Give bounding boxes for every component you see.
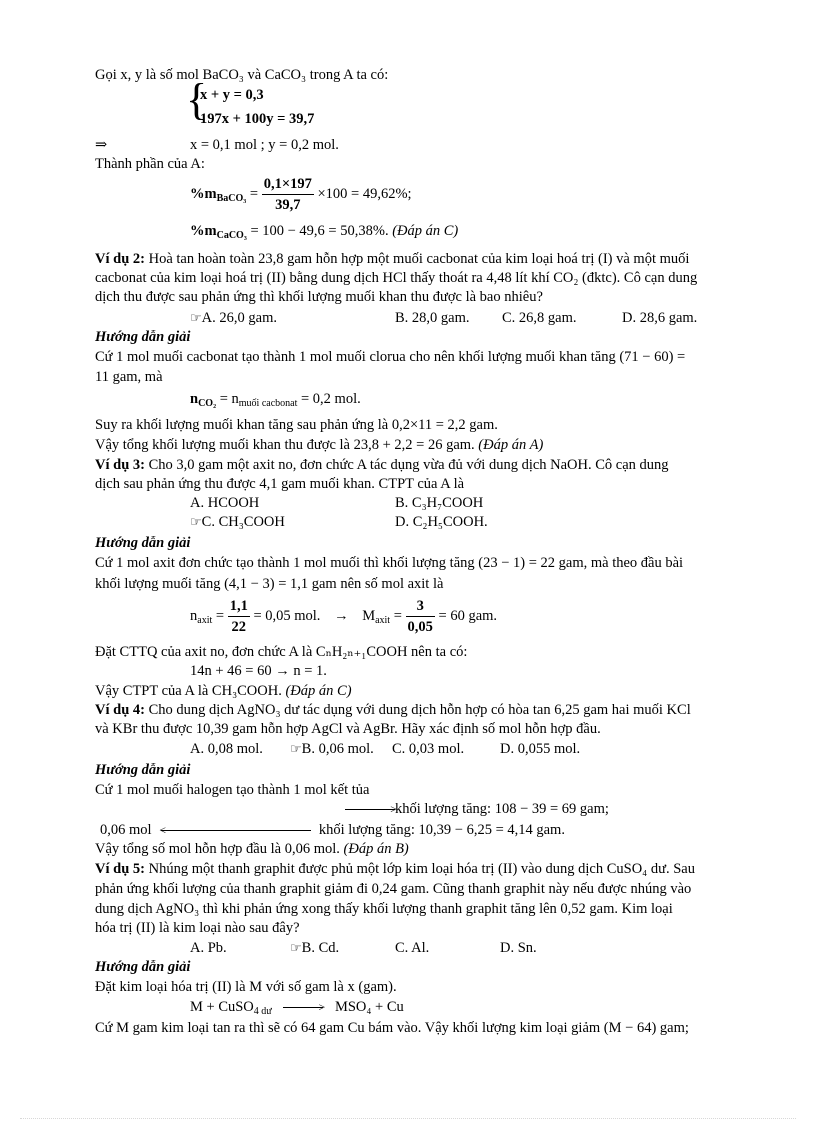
option-c: C. 0,03 mol. — [392, 741, 465, 757]
fraction-numerator: 0,1×197 — [262, 174, 314, 195]
example-5-line — [95, 860, 695, 878]
example-label: Ví dụ 2: — [95, 251, 145, 267]
text-line: phản ứng khối lượng của thanh graphit giảm đi 0,24 gam. Cũng thanh graphit này nếu được nhúng vào — [95, 881, 692, 897]
formula-rhs: = 0,05 mol. — [253, 607, 321, 624]
implies-symbol: ⇒ — [95, 137, 108, 153]
option-a — [190, 309, 277, 328]
formula-lhs: M — [362, 607, 376, 624]
formula-rhs: = 0,2 mol. — [297, 391, 361, 407]
text-line — [95, 436, 543, 454]
hand-pointer-icon: ☞ — [190, 515, 202, 530]
text-line: Cứ 1 mol muối cacbonat tạo thành 1 mol muối clorua cho nên khối lượng muối khan tăng (71 − 60) = — [95, 349, 686, 365]
text-line: Cứ M gam kim loại tan ra thì sẽ có 64 gam Cu bám vào. Vậy khối lượng kim loại giảm (M − 64) gam; — [95, 1020, 689, 1036]
equation: 197x + 100y = 39,7 — [200, 111, 315, 127]
solution-heading: Hướng dẫn giải — [95, 959, 191, 975]
option-b — [290, 939, 339, 958]
text-line — [95, 840, 409, 858]
text-line: dịch sau phản ứng thu được 4,1 gam muối khan. CTPT của A là — [95, 476, 465, 492]
option-a: A. 0,08 mol. — [190, 741, 263, 757]
option-b: B. 28,0 gam. — [395, 310, 470, 326]
text: khối lượng tăng: 10,39 − 6,25 = 4,14 gam. — [318, 822, 565, 838]
hand-pointer-icon: ☞ — [290, 742, 302, 757]
formula-sub: BaCO₃ — [216, 192, 247, 204]
solution-heading: Hướng dẫn giải — [95, 329, 191, 345]
formula-lhs: n — [190, 391, 199, 407]
answer-note: (Đáp án C) — [285, 683, 352, 699]
formula-baco3: $\%m_{BaCO_3}$ = $\frac{0,1\times 197}{39,7}$ ×100 = 49,62%; — [190, 176, 412, 213]
text-line: dịch thu được sau phản ứng thì khối lượng muối khan thu được là bao nhiêu? — [95, 289, 543, 305]
text-line: Cứ 1 mol muối halogen tạo thành 1 mol kết tủa — [95, 782, 370, 798]
text: M + CuSO — [190, 999, 254, 1015]
text-line: x = 0,1 mol ; y = 0,2 mol. — [190, 137, 339, 153]
text-line: cacbonat của kim loại hoá trị (II) bằng dung dịch HCl thấy thoát ra 4,48 lít khí CO₂ (đktc). Cô cạn dung — [95, 270, 698, 286]
formula-sub: muối cacbonat — [238, 398, 298, 409]
option-text: B. 0,06 mol. — [301, 741, 374, 757]
text-line — [100, 821, 565, 839]
formula-lhs: n — [190, 607, 198, 624]
solution-heading: Hướng dẫn giải — [95, 762, 191, 778]
answer-note: (Đáp án C) — [392, 223, 459, 239]
formula-rhs: ×100 = 49,62%; — [317, 185, 412, 202]
option-c — [190, 513, 285, 532]
formula-sub: axit — [375, 614, 391, 626]
text-line: và KBr thu được 10,39 gam hỗn hợp AgCl và AgBr. Hãy xác định số mol hỗn hợp đầu. — [95, 721, 601, 737]
formula-sub: CO₂ — [198, 398, 217, 409]
example-label: Ví dụ 5: — [95, 861, 145, 877]
text: Vậy tổng số mol hỗn hợp đầu là 0,06 mol. — [95, 841, 344, 857]
text: khối lượng tăng: 108 − 39 = 69 gam; — [395, 801, 609, 817]
option-d: D. C₂H₅COOH. — [395, 514, 488, 530]
text-line: Đặt kim loại hóa trị (II) là M với số gam là x (gam). — [95, 979, 397, 995]
hand-pointer-icon: ☞ — [290, 941, 302, 956]
text: Vậy tổng khối lượng muối khan thu được là 23,8 + 2,2 = 26 gam. — [95, 437, 479, 453]
text: Nhúng một thanh graphit được phủ một lớp kim loại hóa trị (II) vào dung dịch CuSO₄ dư. Sau — [144, 861, 695, 877]
text-line: Cứ 1 mol axit đơn chức tạo thành 1 mol muối thì khối lượng tăng (23 − 1) = 22 gam, mà theo đầu bài — [95, 555, 684, 571]
text: 0,06 mol — [100, 822, 152, 838]
answer-note: (Đáp án A) — [478, 437, 544, 453]
formula-naxit: $n_{axit}$ = $\frac{1,1}{22}$ = 0,05 mol. → $M_{axit}$ = $\frac{3}{0,05}$ = 60 gam. — [190, 598, 498, 635]
solution-heading: Hướng dẫn giải — [95, 535, 191, 551]
example-label: Ví dụ 4: — [95, 702, 145, 718]
text: Cho 3,0 gam một axit no, đơn chức A tác dụng vừa đủ với dung dịch NaOH. Cô cạn dung — [144, 457, 669, 473]
fraction-denominator: 22 — [231, 619, 246, 635]
example-4-line — [95, 701, 691, 719]
text-line: khối lượng muối tăng (4,1 − 3) = 1,1 gam nên số mol axit là — [95, 576, 444, 592]
text-line: Gọi x, y là số mol BaCO₃ và CaCO₃ trong A ta có: — [95, 67, 389, 83]
formula-sub: 4 dư — [253, 1006, 272, 1017]
text: Cho dung dịch AgNO₃ dư tác dụng với dung dịch hỗn hợp có hòa tan 6,25 gam hai muối KCl — [144, 702, 691, 718]
arrow-icon: → — [334, 607, 349, 624]
brace: { — [186, 75, 208, 124]
text-line: Suy ra khối lượng muối khan tăng sau phản ứng là 0,2×11 = 2,2 gam. — [95, 417, 498, 433]
option-d: D. 28,6 gam. — [622, 310, 698, 326]
example-label: Ví dụ 3: — [95, 457, 145, 473]
option-d: D. Sn. — [500, 940, 537, 956]
reaction-equation — [190, 998, 404, 1021]
equation: x + y = 0,3 — [200, 87, 264, 103]
option-b: B. C₃H₇COOH — [395, 495, 484, 511]
text-line: Đặt CTTQ của axit no, đơn chức A là CₙH₂ₙ₊₁COOH nên ta có: — [95, 644, 468, 660]
right-arrow-icon: > — [345, 805, 395, 815]
hand-pointer-icon: ☞ — [190, 311, 202, 326]
option-text: B. Cd. — [301, 940, 340, 956]
left-arrow-icon: < — [161, 826, 311, 836]
formula-eq: = n — [216, 391, 239, 407]
option-c: C. Al. — [395, 940, 430, 956]
option-b — [290, 740, 374, 759]
option-c: C. 26,8 gam. — [502, 310, 577, 326]
text-line: dung dịch AgNO₃ thì khi phản ứng xong thấy khối lượng thanh graphit tăng lên 0,52 gam. Kim loại — [95, 901, 673, 917]
right-arrow-icon: > — [283, 1003, 323, 1013]
option-text: C. CH₃COOH — [201, 514, 285, 530]
page-divider — [20, 1118, 796, 1119]
text: MSO₄ + Cu — [334, 999, 404, 1015]
fraction-denominator: 0,05 — [407, 619, 433, 635]
fraction — [228, 596, 250, 637]
fraction — [262, 174, 314, 215]
fraction — [406, 596, 435, 637]
answer-note: (Đáp án B) — [343, 841, 409, 857]
formula-lhs: %m — [190, 223, 217, 239]
fraction-numerator: 3 — [406, 596, 435, 617]
text-line — [345, 800, 609, 818]
text-line: 11 gam, mà — [95, 369, 163, 385]
text-line — [95, 682, 352, 700]
fraction-numerator: 1,1 — [228, 596, 250, 617]
text: Hoà tan hoàn toàn 23,8 gam hỗn hợp một muối cacbonat của kim loại hoá trị (I) và một muối — [144, 251, 690, 267]
text-line: hóa trị (II) là kim loại nào sau đây? — [95, 920, 300, 936]
formula-sub: axit — [197, 614, 213, 626]
formula-caco3 — [190, 222, 458, 245]
formula-sub: CaCO₃ — [216, 230, 247, 241]
option-d: D. 0,055 mol. — [500, 741, 581, 757]
example-3-line — [95, 456, 669, 474]
formula-rhs: = 100 − 49,6 = 50,38%. — [246, 223, 393, 239]
option-a: A. HCOOH — [190, 495, 260, 511]
text: Vậy CTPT của A là CH₃COOH. — [95, 683, 286, 699]
option-text: A. 26,0 gam. — [201, 310, 277, 326]
formula-nco2 — [190, 390, 361, 413]
formula-lhs: %m — [190, 185, 217, 202]
text-line: Thành phần của A: — [95, 156, 205, 172]
option-a: A. Pb. — [190, 940, 227, 956]
fraction-denominator: 39,7 — [275, 197, 301, 213]
text-line: 14n + 46 = 60 → n = 1. — [190, 663, 327, 679]
example-2-line — [95, 250, 689, 268]
formula-rhs: = 60 gam. — [438, 607, 498, 624]
